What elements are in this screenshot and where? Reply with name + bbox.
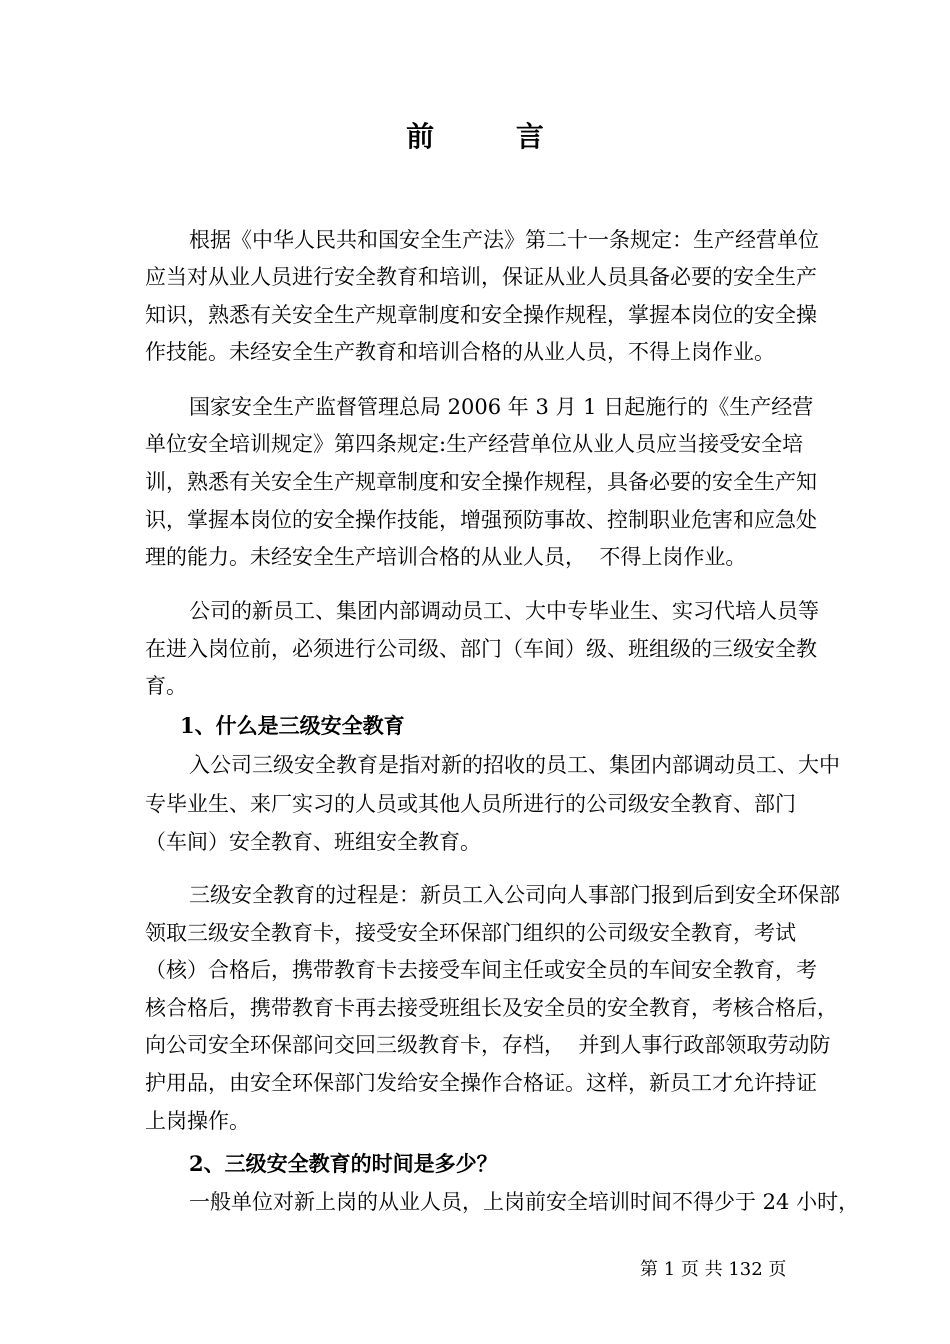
paragraph-line: 核合格后，携带教育卡再去接受班组长及安全员的安全教育，考核合格后，	[145, 996, 838, 1020]
page-title: 前 言	[406, 120, 580, 153]
section-heading: 2、三级安全教育的时间是多少？	[189, 1151, 498, 1176]
paragraph-line: 育。	[145, 674, 187, 698]
paragraph-line: 识，掌握本岗位的安全操作技能，增强预防事故、控制职业危害和应急处	[145, 508, 817, 532]
paragraph-line: 入公司三级安全教育是指对新的招收的员工、集团内部调动员工、大中	[189, 753, 840, 777]
paragraph-line: 作技能。未经安全生产教育和培训合格的从业人员，不得上岗作业。	[145, 340, 775, 364]
paragraph-line: 一般单位对新上岗的从业人员，上岗前安全培训时间不得少于 24 小时，	[189, 1190, 860, 1214]
section-heading: 1、什么是三级安全教育	[180, 713, 405, 738]
paragraph-line: 上岗操作。	[145, 1109, 250, 1133]
page-number-footer: 第 1 页 共 132 页	[640, 1259, 787, 1280]
paragraph-line: （核）合格后，携带教育卡去接受车间主任或安全员的车间安全教育，考	[145, 958, 817, 982]
paragraph-line: （车间）安全教育、班组安全教育。	[145, 830, 481, 854]
paragraph-line: 应当对从业人员进行安全教育和培训，保证从业人员具备必要的安全生产	[145, 265, 817, 289]
paragraph-line: 知识，熟悉有关安全生产规章制度和安全操作规程，掌握本岗位的安全操	[145, 303, 817, 327]
paragraph-line: 根据《中华人民共和国安全生产法》第二十一条规定：生产经营单位	[189, 228, 819, 252]
paragraph-line: 领取三级安全教育卡，接受安全环保部门组织的公司级安全教育，考试	[145, 921, 796, 945]
paragraph-line: 国家安全生产监督管理总局 2006 年 3 月 1 日起施行的《生产经营	[189, 395, 814, 419]
paragraph-line: 向公司安全环保部问交回三级教育卡，存档， 并到人事行政部领取劳动防	[145, 1033, 831, 1057]
paragraph-line: 护用品，由安全环保部门发给安全操作合格证。这样，新员工才允许持证	[145, 1071, 817, 1095]
paragraph-line: 在进入岗位前，必须进行公司级、部门（车间）级、班组级的三级安全教	[145, 637, 817, 661]
paragraph-line: 专毕业生、来厂实习的人员或其他人员所进行的公司级安全教育、部门	[145, 792, 796, 816]
paragraph-line: 理的能力。未经安全生产培训合格的从业人员， 不得上岗作业。	[145, 545, 747, 569]
paragraph-line: 三级安全教育的过程是：新员工入公司向人事部门报到后到安全环保部	[189, 883, 840, 907]
paragraph-line: 训，熟悉有关安全生产规章制度和安全操作规程，具备必要的安全生产知	[145, 470, 817, 494]
paragraph-line: 单位安全培训规定》第四条规定:生产经营单位从业人员应当接受安全培	[145, 432, 804, 456]
paragraph-line: 公司的新员工、集团内部调动员工、大中专毕业生、实习代培人员等	[189, 599, 819, 623]
